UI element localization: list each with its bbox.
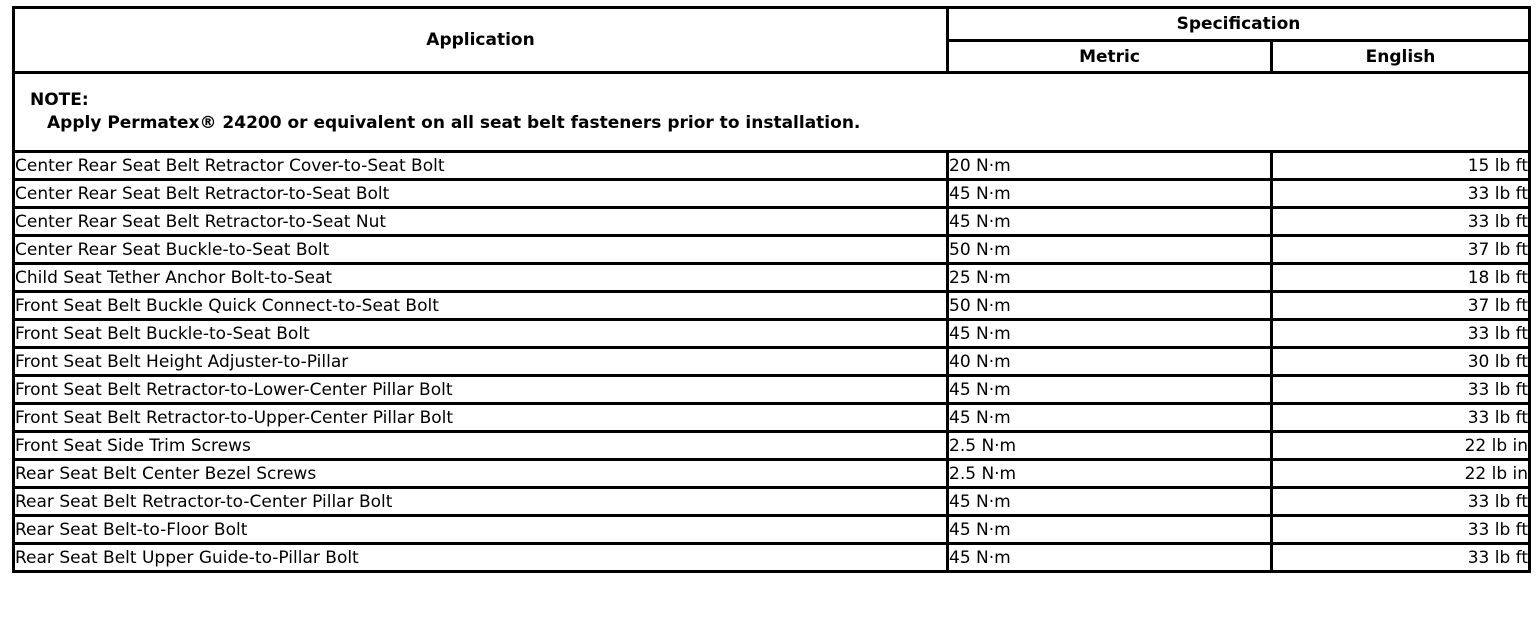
row-metric: 40 N·m: [948, 348, 1272, 376]
table-row: [14, 152, 1530, 180]
row-english: 33 lb ft: [1272, 180, 1530, 208]
torque-spec-table: [12, 6, 1531, 573]
row-metric: 45 N·m: [948, 488, 1272, 516]
table-row: [14, 264, 1530, 292]
row-metric: 45 N·m: [948, 208, 1272, 236]
row-application: Front Seat Belt Buckle Quick Connect-to-Seat Bolt: [14, 292, 948, 320]
row-english: 15 lb ft: [1272, 152, 1530, 180]
header-application: Application: [14, 8, 948, 73]
table-row: [14, 544, 1530, 572]
row-application: Rear Seat Belt-to-Floor Bolt: [14, 516, 948, 544]
table-row: [14, 236, 1530, 264]
row-english: 33 lb ft: [1272, 208, 1530, 236]
row-english: 22 lb in: [1272, 432, 1530, 460]
table-row: [14, 432, 1530, 460]
row-application: Center Rear Seat Belt Retractor Cover-to-Seat Bolt: [14, 152, 948, 180]
table-row: [14, 376, 1530, 404]
table-row: [14, 208, 1530, 236]
row-application: Front Seat Belt Retractor-to-Upper-Center Pillar Bolt: [14, 404, 948, 432]
row-metric: 50 N·m: [948, 292, 1272, 320]
row-application: Rear Seat Belt Retractor-to-Center Pillar Bolt: [14, 488, 948, 516]
row-application: Rear Seat Belt Upper Guide-to-Pillar Bolt: [14, 544, 948, 572]
header-specification: Specification: [948, 8, 1530, 41]
row-english: 33 lb ft: [1272, 488, 1530, 516]
table-row: [14, 404, 1530, 432]
note-title: NOTE:: [30, 90, 89, 110]
row-application: Center Rear Seat Belt Retractor-to-Seat Bolt: [14, 180, 948, 208]
table-row: [14, 460, 1530, 488]
row-metric: 50 N·m: [948, 236, 1272, 264]
row-english: 22 lb in: [1272, 460, 1530, 488]
table-row: [14, 488, 1530, 516]
row-english: 33 lb ft: [1272, 376, 1530, 404]
row-metric: 45 N·m: [948, 544, 1272, 572]
row-application: Front Seat Belt Retractor-to-Lower-Center Pillar Bolt: [14, 376, 948, 404]
row-metric: 45 N·m: [948, 320, 1272, 348]
row-metric: 20 N·m: [948, 152, 1272, 180]
row-metric: 2.5 N·m: [948, 460, 1272, 488]
row-english: 37 lb ft: [1272, 292, 1530, 320]
table-row: [14, 516, 1530, 544]
row-metric: 45 N·m: [948, 180, 1272, 208]
row-application: Front Seat Belt Buckle-to-Seat Bolt: [14, 320, 948, 348]
table-row: [14, 292, 1530, 320]
row-english: 33 lb ft: [1272, 516, 1530, 544]
row-metric: 45 N·m: [948, 376, 1272, 404]
row-application: Front Seat Side Trim Screws: [14, 432, 948, 460]
header-metric: Metric: [948, 41, 1272, 73]
row-application: Front Seat Belt Height Adjuster-to-Pillar: [14, 348, 948, 376]
table-row: [14, 320, 1530, 348]
row-english: 33 lb ft: [1272, 404, 1530, 432]
row-english: 18 lb ft: [1272, 264, 1530, 292]
table-row: [14, 180, 1530, 208]
note-row: [14, 73, 1530, 152]
note-cell: [14, 73, 1530, 152]
row-metric: 45 N·m: [948, 516, 1272, 544]
header-row-top: [14, 8, 1530, 41]
note-text: Apply Permatex® 24200 or equivalent on all seat belt fasteners prior to installation.: [47, 113, 861, 133]
row-application: Rear Seat Belt Center Bezel Screws: [14, 460, 948, 488]
row-english: 33 lb ft: [1272, 320, 1530, 348]
row-application: Center Rear Seat Buckle-to-Seat Bolt: [14, 236, 948, 264]
row-metric: 2.5 N·m: [948, 432, 1272, 460]
row-english: 33 lb ft: [1272, 544, 1530, 572]
row-english: 37 lb ft: [1272, 236, 1530, 264]
row-english: 30 lb ft: [1272, 348, 1530, 376]
row-application: Child Seat Tether Anchor Bolt-to-Seat: [14, 264, 948, 292]
row-metric: 25 N·m: [948, 264, 1272, 292]
row-metric: 45 N·m: [948, 404, 1272, 432]
row-application: Center Rear Seat Belt Retractor-to-Seat Nut: [14, 208, 948, 236]
table-row: [14, 348, 1530, 376]
header-english: English: [1272, 41, 1530, 73]
